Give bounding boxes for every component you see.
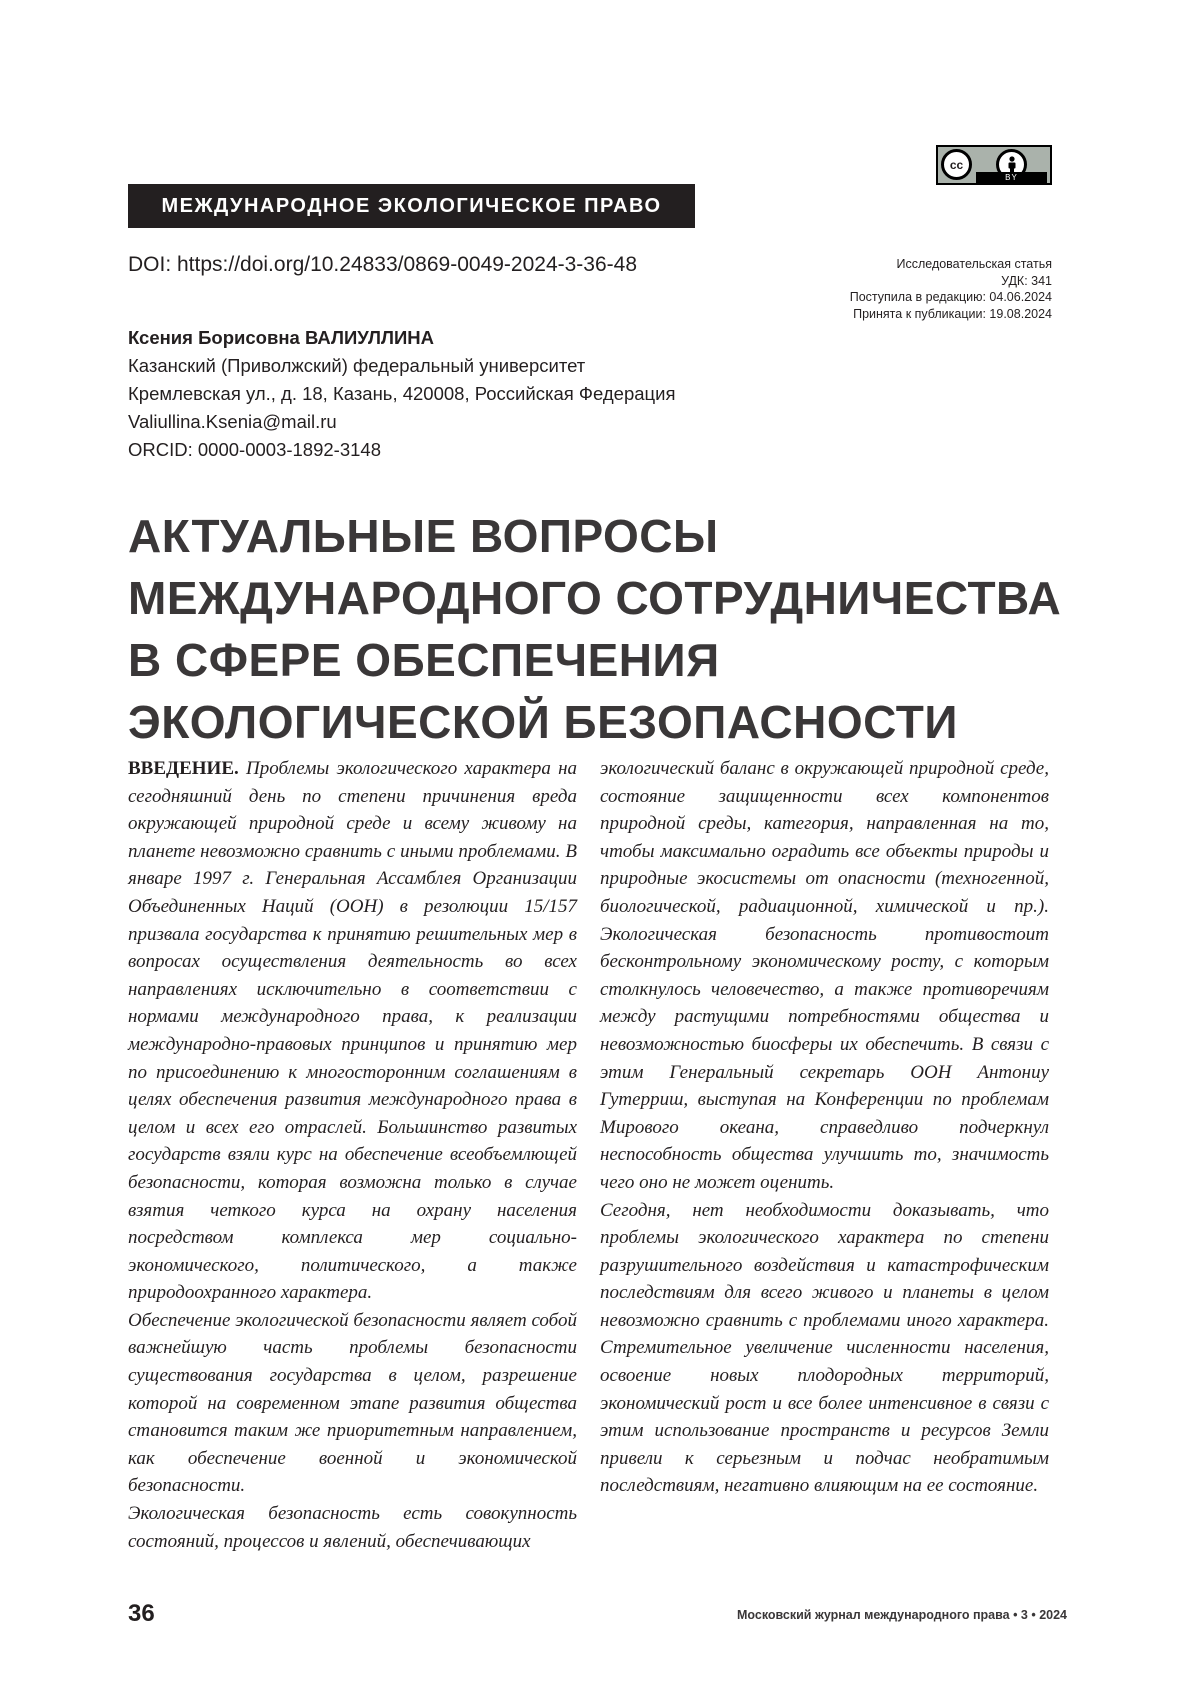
author-block: [128, 324, 675, 464]
body-column-right: [600, 755, 1049, 1500]
journal-footer: Московский журнал международного права • 3 • 2024: [737, 1608, 1067, 1622]
udk: УДК: 341: [850, 273, 1052, 290]
title-line: АКТУАЛЬНЫЕ ВОПРОСЫ: [128, 505, 1078, 567]
article-type: Исследовательская статья: [850, 256, 1052, 273]
body-paragraph: Обеспечение экологической безопасности являет собой важнейшую часть проблемы безопасности существования государства в целом, разрешение которой на современном этапе развития общества становится таким же приоритетным направлением, как обеспечение военной и экономической безопасности.: [128, 1307, 577, 1500]
article-title: [128, 505, 1078, 753]
intro-heading: ВВЕДЕНИЕ.: [128, 758, 239, 779]
body-paragraph: экологический баланс в окружающей природной среде, состояние защищенности всех компонентов природной среды, категория, направленная на то, чтобы максимально оградить все объекты природы и природные экосистемы от опасности (техногенной, биологической, радиационной, химической и пр.). Экологическая безопасность противостоит бесконтрольному экономическому росту, с которым столкнулось человечество, а также противоречиям между растущими потребностями общества и невозможностью биосферы их обеспечить. В связи с этим Генеральный секретарь ООН Антониу Гутерриш, выступая на Конференции по проблемам Мирового океана, справедливо подчеркнул неспособность общества улучшить то, значимость чего оно не может оценить.: [600, 755, 1049, 1197]
page-number: 36: [128, 1600, 155, 1628]
body-paragraph: Экологическая безопасность есть совокупность состояний, процессов и явлений, обеспечивающих: [128, 1500, 577, 1555]
paragraph-text: Проблемы экологического характера на сегодняшний день по степени причинения вреда окружающей природной среде и всему живому на планете невозможно сравнить с иными проблемами. В январе 1997 г. Генеральная Ассамблея Организации Объединенных Наций (ООН) в резолюции 15/157 призвала государства к принятию решительных мер в вопросах осуществления деятельность во всех направлениях исключительно в соответствии с нормами международного права, к реализации международно-правовых принципов и принятию мер по присоединению к многосторонним соглашениям в целях обеспечения развития международного права в целом и всех его отраслей. Большинство развитых государств взяли курс на обеспечение всеобъемлющей безопасности, которая возможна только в случае взятия четкого курса на охрану населения посредством комплекса мер социально-экономического, политического, а также природоохранного характера.: [128, 758, 577, 1303]
accepted-date: Принята к публикации: 19.08.2024: [850, 306, 1052, 323]
cc-icon: cc: [941, 149, 972, 180]
section-banner: МЕЖДУНАРОДНОЕ ЭКОЛОГИЧЕСКОЕ ПРАВО: [128, 184, 695, 228]
author-orcid[interactable]: ORCID: 0000-0003-1892-3148: [128, 436, 675, 464]
title-line: ЭКОЛОГИЧЕСКОЙ БЕЗОПАСНОСТИ: [128, 691, 1078, 753]
by-badge: [976, 149, 1047, 180]
doi-link[interactable]: DOI: https://doi.org/10.24833/0869-0049-2024-3-36-48: [128, 253, 637, 277]
body-column-left: [128, 755, 577, 1555]
title-line: МЕЖДУНАРОДНОГО СОТРУДНИЧЕСТВА: [128, 567, 1078, 629]
author-email[interactable]: Valiullina.Ksenia@mail.ru: [128, 408, 675, 436]
article-meta: [850, 256, 1052, 322]
cc-by-license-badge: [936, 145, 1052, 185]
person-icon: [1004, 156, 1020, 174]
author-address: Кремлевская ул., д. 18, Казань, 420008, Российская Федерация: [128, 380, 675, 408]
author-name: Ксения Борисовна ВАЛИУЛЛИНА: [128, 324, 675, 352]
author-affiliation: Казанский (Приволжский) федеральный университет: [128, 352, 675, 380]
by-label: BY: [976, 172, 1047, 184]
body-paragraph: Сегодня, нет необходимости доказывать, что проблемы экологического характера по степени разрушительного воздействия и катастрофическим последствиям для всего живого и планеты в целом невозможно сравнить с проблемами иного характера. Стремительное увеличение численности населения, освоение новых плодородных территорий, экономический рост и все более интенсивное в связи с этим использование пространств и ресурсов Земли привели к серьезным и подчас необратимым последствиям, негативно влияющим на ее состояние.: [600, 1197, 1049, 1501]
body-paragraph: [128, 755, 577, 1307]
received-date: Поступила в редакцию: 04.06.2024: [850, 289, 1052, 306]
title-line: В СФЕРЕ ОБЕСПЕЧЕНИЯ: [128, 629, 1078, 691]
